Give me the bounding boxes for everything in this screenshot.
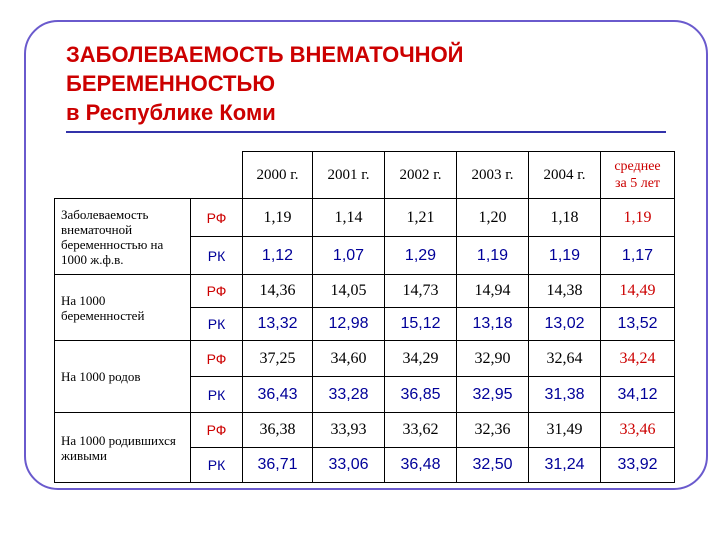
average-cell: 34,24 xyxy=(601,341,675,377)
value-cell: 36,38 xyxy=(243,413,313,448)
value-cell: 1,14 xyxy=(313,199,385,237)
value-cell: 1,12 xyxy=(243,237,313,275)
incidence-table xyxy=(54,151,675,483)
value-cell: 13,18 xyxy=(457,308,529,341)
header-average xyxy=(601,152,675,199)
header-average-line-2: за 5 лет xyxy=(614,176,661,191)
row-group-label: На 1000 беременностей xyxy=(55,275,191,341)
source-label: РК xyxy=(191,377,243,413)
source-label: РФ xyxy=(191,199,243,237)
header-row xyxy=(55,152,675,199)
value-cell: 14,05 xyxy=(313,275,385,308)
average-cell: 33,46 xyxy=(601,413,675,448)
source-label: РФ xyxy=(191,275,243,308)
value-cell: 37,25 xyxy=(243,341,313,377)
title-line-2: БЕРЕМЕННОСТЬЮ xyxy=(66,71,275,96)
value-cell: 1,20 xyxy=(457,199,529,237)
value-cell: 33,62 xyxy=(385,413,457,448)
value-cell: 13,32 xyxy=(243,308,313,341)
value-cell: 12,98 xyxy=(313,308,385,341)
average-cell: 1,19 xyxy=(601,199,675,237)
average-cell: 1,17 xyxy=(601,237,675,275)
value-cell: 31,49 xyxy=(529,413,601,448)
title-line-3: в Республике Коми xyxy=(66,100,276,125)
table-row xyxy=(55,275,675,308)
value-cell: 33,06 xyxy=(313,448,385,483)
value-cell: 1,19 xyxy=(457,237,529,275)
value-cell: 14,38 xyxy=(529,275,601,308)
value-cell: 33,28 xyxy=(313,377,385,413)
value-cell: 34,60 xyxy=(313,341,385,377)
value-cell: 33,93 xyxy=(313,413,385,448)
value-cell: 36,48 xyxy=(385,448,457,483)
value-cell: 32,90 xyxy=(457,341,529,377)
title-line-1: ЗАБОЛЕВАЕМОСТЬ ВНЕМАТОЧНОЙ xyxy=(66,42,464,67)
average-cell: 33,92 xyxy=(601,448,675,483)
header-year: 2004 г. xyxy=(529,152,601,199)
header-blank-cell xyxy=(55,152,243,199)
value-cell: 34,29 xyxy=(385,341,457,377)
source-label: РФ xyxy=(191,341,243,377)
value-cell: 31,24 xyxy=(529,448,601,483)
value-cell: 15,12 xyxy=(385,308,457,341)
table-row xyxy=(55,199,675,237)
source-label: РК xyxy=(191,308,243,341)
value-cell: 14,73 xyxy=(385,275,457,308)
value-cell: 14,36 xyxy=(243,275,313,308)
row-group-label: Заболеваемость внематочной беременностью на 1000 ж.ф.в. xyxy=(55,199,191,275)
average-cell: 14,49 xyxy=(601,275,675,308)
source-label: РК xyxy=(191,448,243,483)
value-cell: 1,19 xyxy=(529,237,601,275)
value-cell: 1,21 xyxy=(385,199,457,237)
value-cell: 1,29 xyxy=(385,237,457,275)
title-underline xyxy=(66,131,666,133)
value-cell: 14,94 xyxy=(457,275,529,308)
value-cell: 36,43 xyxy=(243,377,313,413)
value-cell: 13,02 xyxy=(529,308,601,341)
value-cell: 32,64 xyxy=(529,341,601,377)
value-cell: 32,95 xyxy=(457,377,529,413)
header-year: 2003 г. xyxy=(457,152,529,199)
value-cell: 1,18 xyxy=(529,199,601,237)
header-average-line-1: среднее xyxy=(614,159,661,174)
source-label: РК xyxy=(191,237,243,275)
header-year: 2001 г. xyxy=(313,152,385,199)
value-cell: 36,85 xyxy=(385,377,457,413)
value-cell: 31,38 xyxy=(529,377,601,413)
value-cell: 1,07 xyxy=(313,237,385,275)
source-label: РФ xyxy=(191,413,243,448)
row-group-label: На 1000 родов xyxy=(55,341,191,413)
value-cell: 1,19 xyxy=(243,199,313,237)
average-cell: 34,12 xyxy=(601,377,675,413)
header-year: 2002 г. xyxy=(385,152,457,199)
value-cell: 32,50 xyxy=(457,448,529,483)
table-row xyxy=(55,413,675,448)
average-cell: 13,52 xyxy=(601,308,675,341)
value-cell: 32,36 xyxy=(457,413,529,448)
slide-title xyxy=(66,40,666,127)
table-row xyxy=(55,341,675,377)
header-year: 2000 г. xyxy=(243,152,313,199)
value-cell: 36,71 xyxy=(243,448,313,483)
row-group-label: На 1000 родившихся живыми xyxy=(55,413,191,483)
